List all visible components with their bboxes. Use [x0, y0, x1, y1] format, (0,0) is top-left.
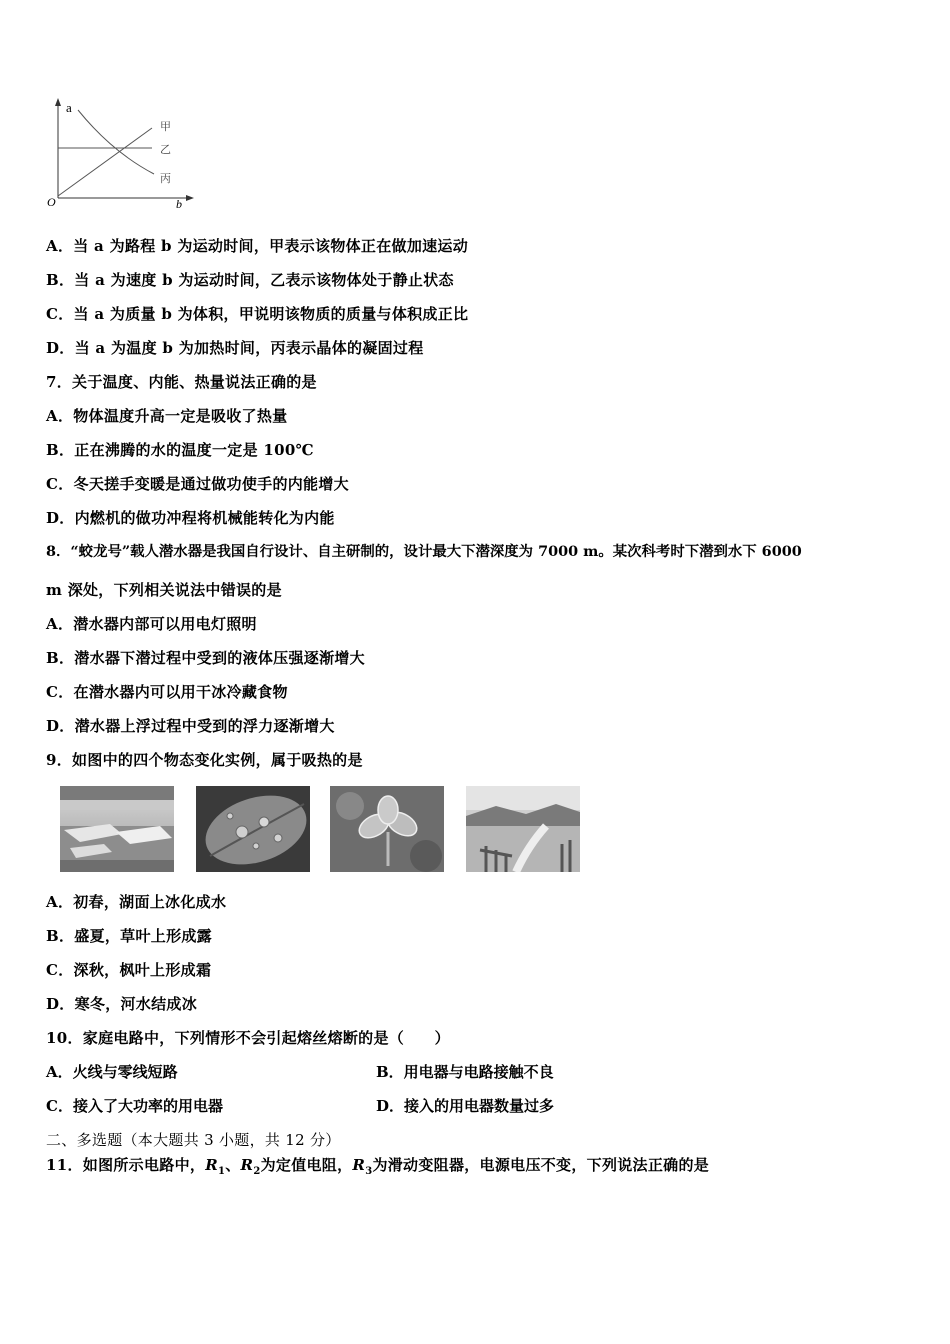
photo-frozen-river — [466, 786, 580, 872]
q7-option-c: C．冬天搓手变暖是通过做功使手的内能增大 — [46, 475, 349, 493]
x-axis-label: b — [176, 197, 182, 211]
curve-bing — [78, 110, 154, 174]
q9-option-a: A．初春，湖面上冰化成水 — [46, 893, 227, 911]
q11-suffix: 为滑动变阻器，电源电压不变，下列说法正确的是 — [372, 1156, 710, 1174]
q10-option-a: A．火线与零线短路 — [46, 1063, 178, 1081]
curve-label-jia: 甲 — [160, 120, 171, 133]
q8-option-c: C．在潜水器内可以用干冰冷藏食物 — [46, 683, 288, 701]
q7-option-b: B．正在沸腾的水的温度一定是 100℃ — [46, 441, 314, 459]
q7-stem: 7．关于温度、内能、热量说法正确的是 — [46, 373, 317, 391]
y-axis-arrow — [55, 98, 61, 106]
q6-option-d: D．当 a 为温度 b 为加热时间，丙表示晶体的凝固过程 — [46, 339, 424, 357]
q8-option-b: B．潜水器下潜过程中受到的液体压强逐渐增大 — [46, 649, 365, 667]
q9-option-c: C．深秋，枫叶上形成霜 — [46, 961, 212, 979]
q11-r1: R — [205, 1156, 218, 1174]
line-graph — [40, 92, 200, 212]
q9-option-d: D．寒冬，河水结成冰 — [46, 995, 198, 1013]
q7-option-a: A．物体温度升高一定是吸收了热量 — [46, 407, 288, 425]
q6-option-c: C．当 a 为质量 b 为体积，甲说明该物质的质量与体积成正比 — [46, 305, 469, 323]
x-axis-arrow — [186, 195, 194, 201]
q7-option-d: D．内燃机的做功冲程将机械能转化为内能 — [46, 509, 335, 527]
y-axis-label: a — [66, 100, 72, 115]
q11-r1-sub: 1 — [217, 1166, 226, 1177]
q11-prefix: 11．如图所示电路中， — [46, 1156, 206, 1174]
photo-frost-on-leaf — [330, 786, 444, 872]
q9-option-b: B．盛夏，草叶上形成露 — [46, 927, 212, 945]
q8-stem-line1: 8．“蛟龙号”载人潜水器是我国自行设计、自主研制的，设计最大下潜深度为 7000 m。某次科考时下潜到水下 6000 — [46, 543, 802, 560]
q10-stem: 10．家庭电路中，下列情形不会引起熔丝熔断的是（ ） — [46, 1029, 450, 1047]
q11-r3: R — [352, 1156, 366, 1174]
q10-option-b: B．用电器与电路接触不良 — [376, 1063, 554, 1081]
q11-r2: R — [240, 1156, 254, 1174]
q6-option-a: A．当 a 为路程 b 为运动时间，甲表示该物体正在做加速运动 — [46, 237, 469, 255]
q8-stem-line2: m 深处，下列相关说法中错误的是 — [46, 581, 282, 599]
photo-dew-on-leaf — [196, 786, 310, 872]
q8-option-a: A．潜水器内部可以用电灯照明 — [46, 615, 257, 633]
curve-label-yi: 乙 — [160, 143, 171, 156]
section-heading-multiple-choice: 二、多选题（本大题共 3 小题，共 12 分） — [46, 1131, 341, 1149]
q11-r3-sub: 3 — [365, 1166, 373, 1177]
q11-mid: 为定值电阻， — [260, 1156, 353, 1174]
q10-option-d: D．接入的用电器数量过多 — [376, 1097, 555, 1115]
q11-stem — [46, 1155, 709, 1182]
q11-r2-sub: 2 — [253, 1166, 261, 1177]
q10-option-c: C．接入了大功率的用电器 — [46, 1097, 223, 1115]
q8-option-d: D．潜水器上浮过程中受到的浮力逐渐增大 — [46, 717, 335, 735]
photo-melting-ice — [60, 786, 174, 872]
q11-sep: 、 — [225, 1156, 241, 1174]
curve-jia — [58, 128, 152, 196]
q9-stem: 9．如图中的四个物态变化实例，属于吸热的是 — [46, 751, 363, 769]
q6-option-b: B．当 a 为速度 b 为运动时间，乙表示该物体处于静止状态 — [46, 271, 454, 289]
origin-label: O — [47, 195, 56, 209]
curve-label-bing: 丙 — [160, 172, 171, 185]
